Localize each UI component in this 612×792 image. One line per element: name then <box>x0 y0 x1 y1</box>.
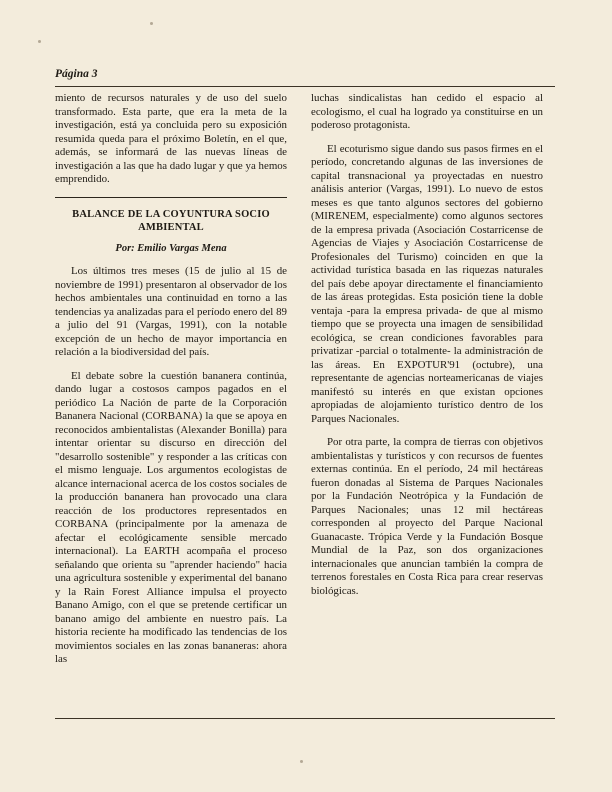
paper-speck <box>38 40 41 43</box>
page-number-header: Página 3 <box>55 68 98 80</box>
paper-speck <box>150 22 153 25</box>
section-title: BALANCE DE LA COYUNTURA SOCIO AMBIENTAL <box>72 208 270 233</box>
section-divider <box>55 197 287 198</box>
body-paragraph-3: luchas sindicalistas han cedido el espacio al ecologismo, el cual ha logrado ya constituirse en un poderoso protagonista. <box>311 92 543 131</box>
paper-speck <box>300 760 303 763</box>
intro-paragraph: miento de recursos naturales y de uso del suelo transformado. Esta parte, que era la meta de la investigación, está ya concluida pero su exposición resumida queda para el próximo Boletín, en el que, además, se informará de las nuevas líneas de investigación a las que ha dado lugar y que ya hemos emprendido. <box>55 92 287 185</box>
footer-rule <box>55 718 555 719</box>
right-column <box>311 92 543 608</box>
author-byline: Por: Emilio Vargas Mena <box>115 242 227 254</box>
body-paragraph-1: Los últimos tres meses (15 de julio al 15 de noviembre de 1991) presentaron al observador de los hechos ambientales una continuidad en torno a las tendencias ya analizadas para el período enero del 89 a julio del 91 (Vargas, 1991), con la notable excepción de un hecho de mayor importancia en relación a la biodiversidad del país. <box>55 265 287 358</box>
header-rule <box>55 86 555 87</box>
body-paragraph-4: El ecoturismo sigue dando sus pasos firmes en el período, concretando algunas de las inversiones de capital transnacional ya proyectadas en nuestro análisis anterior (Vargas, 1991). Lo nuevo de estos meses es que tanto algunos sectores del gobierno (MIRENEM, especialmente) como algunos sectores de la empresa privada (Asociación Costarricense de Agencias de Viajes y Asociación Costarricense de Profesionales del Turismo) coinciden en que la actividad turística basada en las riquezas naturales del país debe apoyar directamente el financiamiento de las áreas protegidas. Esta posición tiene la doble ventaja -para la empresa privada- de que al mismo tiempo que se proyecta una imagen de sensibilidad ecológica, se crean condiciones favorables para privatizar -parcial o totalmente- la administración de las áreas. En EXPOTUR'91 (octubre), una representante de agencias norteamericanas de viajes manifestó su interés en que existan opciones apropiadas de alojamiento turístico dentro de los Parques Nacionales. <box>311 142 543 425</box>
body-paragraph-2: El debate sobre la cuestión bananera continúa, dando lugar a costosos campos pagados en el periódico La Nación de parte de la Corporación Bananera Nacional (CORBANA) la que se apoya en reconocidos ambientalistas (Alexander Bonilla) para intentar orientar su discurso en dirección del "desarrollo sostenible" y responder a las críticas con el mismo lenguaje. Los argumentos ecologistas de alcance internacional acerca de los costos sociales de la producción bananera han provocado una clara reacción de los productores representados en CORBANA (principalmente por la amenaza de afectar el ecológicamente sensible mercado internacional). La EARTH acompaña el proceso señalando que orienta su "aprender haciendo" hacia una agricultura sostenible y experimental del banano y la Rain Forest Alliance impulsa el proyecto Banano Amigo, con el que se pretende certificar un banano amigo del ambiente en nuestro país. La historia reciente ha modificado las tendencias de los movimientos sociales en las zonas bananeras: ahora las <box>55 369 287 665</box>
left-column <box>55 92 287 677</box>
body-paragraph-5: Por otra parte, la compra de tierras con objetivos ambientalistas y turísticos y con recursos de fuentes externas continúa. En el período, 24 mil hectáreas fueron donadas al Sistema de Parques Nacionales por la Fundación Neotrópica y la Fundación de Parques Nacionales; unas 12 mil hectáreas corresponden al proyecto del Parque Nacional Guanacaste. Trópica Verde y la Fundación Bosque Mundial de la Paz, son dos organizaciones internacionales que anuncian también la compra de terrenos forestales en Costa Rica para crear reservas biológicas. <box>311 436 543 597</box>
